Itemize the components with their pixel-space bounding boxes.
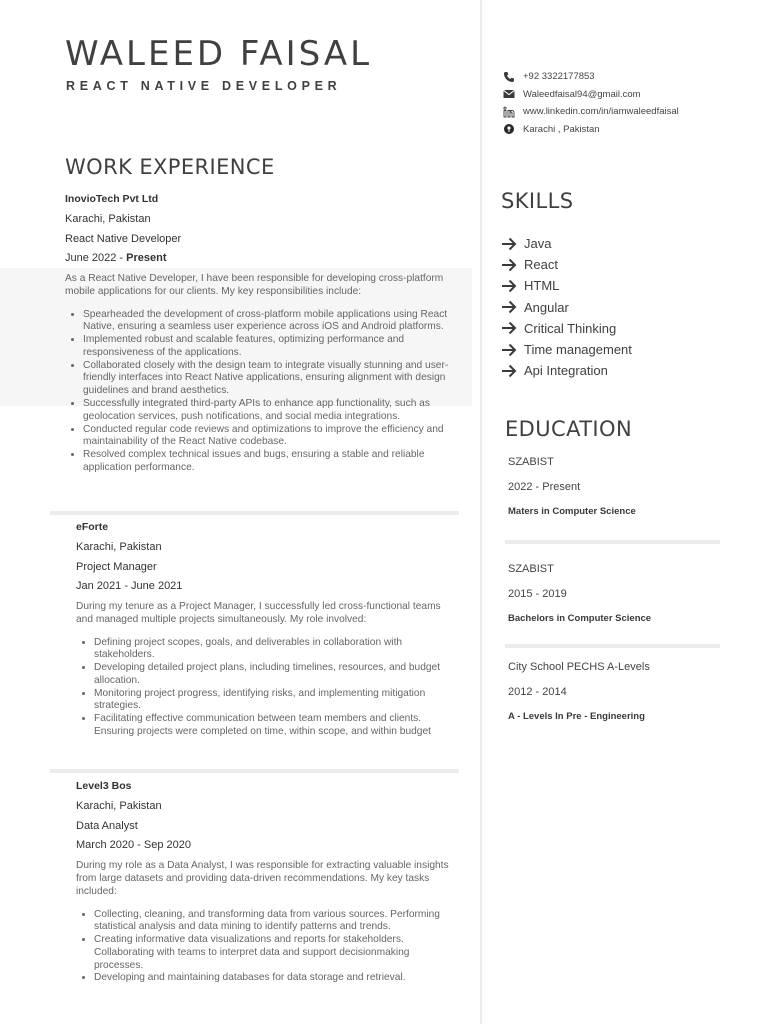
job-location: Karachi, Pakistan [76, 800, 162, 812]
job-dates: June 2022 - Present [65, 252, 167, 264]
job-company: Level3 Bos [76, 780, 132, 792]
skills-heading: SKILLS [501, 189, 574, 213]
skill-item: Critical Thinking [501, 318, 632, 339]
list-item: • Creating informative data visualizations and reports for stakeholders. Collaborating with teams to interpret data and support decisionmaking processes. [94, 934, 451, 972]
job-role: Data Analyst [76, 819, 138, 832]
contact-phone[interactable] [502, 68, 679, 86]
arrow-right-icon [501, 321, 517, 335]
education-heading: EDUCATION [505, 417, 633, 441]
skill-item: HTML [501, 275, 632, 296]
education-separator [505, 644, 720, 648]
job-responsibilities [76, 637, 448, 739]
job-company: eForte [76, 521, 109, 533]
education-entry [508, 660, 650, 724]
linkedin-icon [502, 106, 516, 118]
work-experience-heading: WORK EXPERIENCE [65, 155, 275, 179]
job-description: During my tenure as a Project Manager, I successfully led cross-functional teams and managed multiple projects simultaneously. My role involved: [76, 600, 441, 625]
list-item: • Successfully integrated third-party APIs to enhance app functionality, such as geolocation services, push notifications, and social media integrations. [83, 398, 450, 424]
column-divider [480, 0, 482, 1024]
job-location: Karachi, Pakistan [76, 541, 162, 553]
contact-linkedin[interactable] [502, 103, 679, 121]
job-entry [76, 779, 451, 985]
job-entry [76, 520, 448, 739]
education-years: 2022 - Present [508, 481, 581, 493]
contact-phone-text: +92 3322177853 [523, 71, 595, 83]
list-item: • Facilitating effective communication between team members and clients. Ensuring projects were completed on time, within scope, and within budget [94, 713, 448, 739]
job-separator [50, 769, 459, 773]
job-company: InovioTech Pvt Ltd [65, 193, 159, 205]
contact-linkedin-text: www.linkedin.com/in/iamwaleedfaisal [523, 106, 679, 118]
list-item: • Defining project scopes, goals, and deliverables in collaboration with stakeholders. [94, 637, 448, 663]
education-school: SZABIST [508, 563, 554, 575]
education-degree: Bachelors in Computer Science [508, 613, 652, 624]
list-item: • Developing and maintaining databases for data storage and retrieval. [94, 972, 451, 985]
arrow-right-icon [501, 300, 517, 314]
skill-item: Angular [501, 297, 632, 318]
job-description: As a React Native Developer, I have been responsible for developing cross-platform mobile applications for our clients. My key responsibilities include: [65, 272, 444, 297]
job-entry [65, 192, 450, 475]
contact-list [502, 68, 679, 138]
skill-item: Api Integration [501, 360, 632, 381]
list-item: • Developing detailed project plans, including timelines, resources, and budget allocation. [94, 662, 448, 688]
contact-email-text: Waleedfaisal94@gmail.com [523, 88, 641, 100]
phone-icon [502, 71, 516, 83]
arrow-right-icon [501, 343, 517, 357]
job-responsibilities [65, 309, 450, 475]
list-item: • Spearheaded the development of cross-platform mobile applications using React Native, ensuring a seamless user experience across iOS and Android platforms. [83, 309, 450, 335]
skill-item: Time management [501, 339, 632, 360]
envelope-icon [502, 88, 516, 100]
job-dates: Jan 2021 - June 2021 [76, 580, 183, 592]
contact-location-text: Karachi , Pakistan [523, 123, 600, 135]
arrow-right-icon [501, 279, 517, 293]
education-entry [508, 455, 636, 519]
job-description: During my role as a Data Analyst, I was responsible for extracting valuable insights from large datasets and providing data-driven recommendations. My key tasks included: [76, 859, 449, 897]
job-role: React Native Developer [65, 232, 182, 245]
job-dates: March 2020 - Sep 2020 [76, 839, 191, 851]
arrow-right-icon [501, 258, 517, 272]
education-school: SZABIST [508, 456, 554, 468]
job-separator [50, 511, 459, 515]
candidate-name: WALEED FAISAL [65, 34, 373, 74]
list-item: • Collaborated closely with the design team to integrate visually stunning and user-friendly interfaces into React Native applications, ensuring alignment with design guidelines and brand aesthetics. [83, 360, 450, 398]
education-entry [508, 562, 651, 626]
education-years: 2015 - 2019 [508, 588, 567, 600]
list-item: • Monitoring project progress, identifying risks, and implementing mitigation strategies. [94, 688, 448, 714]
list-item: • Conducted regular code reviews and optimizations to improve the efficiency and maintainability of the React Native codebase. [83, 424, 450, 450]
list-item: • Collecting, cleaning, and transforming data from various sources. Performing statistical analysis and data mining to identify patterns and trends. [94, 909, 451, 935]
education-degree: A - Levels In Pre - Engineering [508, 711, 645, 722]
list-item: • Implemented robust and scalable features, optimizing performance and responsiveness of the applications. [83, 334, 450, 360]
arrow-right-icon [501, 237, 517, 251]
education-school: City School PECHS A-Levels [508, 661, 650, 673]
job-responsibilities [76, 909, 451, 986]
contact-location [502, 121, 679, 139]
education-separator [505, 540, 720, 544]
candidate-title: REACT NATIVE DEVELOPER [66, 79, 342, 93]
arrow-right-icon [501, 364, 517, 378]
contact-email[interactable] [502, 86, 679, 104]
skills-list [501, 233, 632, 381]
job-role: Project Manager [76, 560, 157, 573]
skill-item: Java [501, 233, 632, 254]
job-location: Karachi, Pakistan [65, 213, 151, 225]
education-degree: Maters in Computer Science [508, 506, 636, 517]
list-item: • Resolved complex technical issues and bugs, ensuring a stable and reliable application performance. [83, 449, 450, 475]
education-years: 2012 - 2014 [508, 686, 567, 698]
skill-item: React [501, 254, 632, 275]
location-pin-icon [502, 123, 516, 135]
